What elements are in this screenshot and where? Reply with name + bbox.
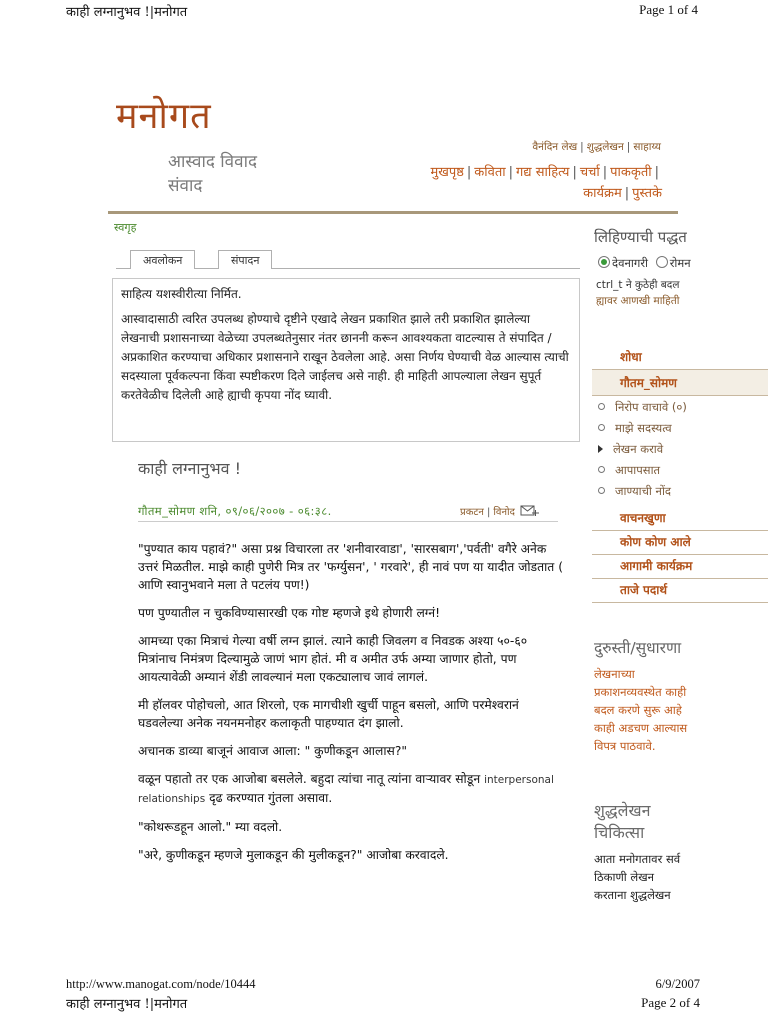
spellcheck-line-2: ठिकाणी लेखन xyxy=(594,870,655,884)
tagline-line-1: आस्वाद विवाद xyxy=(168,152,258,172)
user-item-logout-label: जाण्याची नोंद xyxy=(615,484,672,498)
bullet-icon xyxy=(598,403,605,410)
post-paragraph-3: आमच्या एका मित्राचं गेल्या वर्षी लग्न झालं. त्याने काही जिवलग व निवडक अश्या ५०-६० मित्रांनाच निमंत्रण दिल्यामुळे जाणं भाग होतं. मी व अमीत उर्फ अम्या जाणार होतो, पण आयत्यावेळी अम्यानं शेंडी लावल्यानं मला एकट्यालाच जावं लागलं. xyxy=(138,634,528,684)
post-links: प्रकटन | विनोद xyxy=(460,504,540,520)
script-radio-group xyxy=(598,256,691,271)
nav-books[interactable]: पुस्तके xyxy=(632,186,662,201)
link-spelling[interactable]: शुद्धलेखन xyxy=(586,141,624,153)
link-category-vinod[interactable]: विनोद xyxy=(493,507,515,518)
sidebar xyxy=(592,220,768,920)
post-title: काही लग्नानुभव ! xyxy=(138,459,242,478)
spellcheck-heading-line-1: शुद्धलेखन xyxy=(594,801,651,820)
corrections-line-4: काही अडचण आल्यास xyxy=(594,721,688,735)
radio-selected-icon xyxy=(598,256,610,268)
corrections-text xyxy=(594,665,687,755)
post-meta: गौतम_सोमण शनि, ०९/०६/२००७ - ०६:३८. xyxy=(138,504,332,518)
user-item-private[interactable] xyxy=(598,463,660,478)
user-item-write[interactable] xyxy=(598,442,663,457)
hint-line-2[interactable]: ह्यावर आणखी माहिती xyxy=(596,295,680,307)
post-paragraph-2: पण पुण्यातील न चुकविण्यासारखी एक गोष्ट म्हणजे इथे होणारी लग्नं! xyxy=(138,606,440,620)
post-paragraph-8: "अरे, कुणीकडून म्हणजे मुलाकडून की मुलीकडून?" आजोबा करवादले. xyxy=(138,848,449,862)
spellcheck-heading xyxy=(594,800,650,844)
menu-who-came[interactable]: कोण कोण आले xyxy=(592,529,768,555)
header-divider xyxy=(108,211,678,214)
p6-latin: interpersonal relationships xyxy=(138,774,554,805)
spellcheck-heading-line-2: चिकित्सा xyxy=(594,823,645,842)
spellcheck-line-3: करताना शुद्धलेखन xyxy=(594,888,671,902)
radio-devanagari-label: देवनागरी xyxy=(612,256,649,270)
nav-recipes[interactable]: पाककृती xyxy=(610,165,652,180)
print-icon[interactable] xyxy=(520,504,540,520)
post-paragraph-4: मी हॉलवर पोहोचलो, आत शिरलो, एक मागचीशी खुर्ची पाहून बसलो, आणि परमेश्वरानं घडवलेल्या अनेक नयनमनोहर कलाकृती पाहण्यात दंग झालो. xyxy=(138,698,519,730)
site-logo[interactable]: मनोगत xyxy=(116,96,212,137)
post-paragraph-1: "पुण्यात काय पहावं?" असा प्रश्न विचारला तर 'शनीवारवाडा', 'सारसबाग','पर्वती' वगैरे अनेक उत्तरं मिळतील. माझे काही पुणेरी मित्र तर 'फर्ग्युसन', ' गरवारे', ही नावं पण या यादीत जोडतात ( आणि स्वानुभवाने मला ते पटलंय पण!) xyxy=(138,542,563,592)
footer-date: 6/9/2007 xyxy=(655,977,700,991)
print-page-number: Page 1 of 4 xyxy=(639,2,698,17)
user-item-private-label: आपापसात xyxy=(615,463,661,477)
bullet-icon xyxy=(598,466,605,473)
writing-method-heading: लिहिण्याची पद्धत xyxy=(594,228,687,246)
bullet-icon xyxy=(598,487,605,494)
meta-divider xyxy=(138,521,558,522)
menu-bookmarks[interactable]: वाचनखुणा xyxy=(592,505,768,531)
notice-line-2: आस्वादासाठी त्वरित उपलब्ध होण्याचे दृष्टीने एखादे लेखन प्रकाशित झाले तरी प्रकाशित झालेल्या लेखनाची प्रशासनाच्या वेळेच्या उपलब्धतेनुसार नंतर छाननी करून आवश्यकता वाटल्यास ते संपादित / अप्रकाशित करण्याचा अधिकार प्रशासनाने राखून ठेवलेला आहे. असा निर्णय घेण्याची वेळ आल्यास त्याची सदस्याला पूर्वकल्पना किंवा स्पष्टीकरण दिले जाईलच असे नाही. ही माहिती आपल्याला लेखन सुपूर्त करतेवेळीच दिलेली आहे ह्याची कृपया नोंद घ्यावी. xyxy=(121,312,569,402)
p6-text-2: दृढ करण्यात गुंतला असावा. xyxy=(209,791,333,805)
user-item-messages-label: निरोप वाचावे (०) xyxy=(615,400,687,414)
post-paragraph-7: "कोथरूडहून आलो." म्या वदलो. xyxy=(138,820,283,834)
corrections-heading: दुरुस्ती/सुधारणा xyxy=(594,639,682,657)
nav-prose[interactable]: गद्य साहित्य xyxy=(516,165,570,180)
post-paragraph-6 xyxy=(138,770,563,808)
status-notice xyxy=(112,278,580,442)
footer-url: http://www.manogat.com/node/10444 xyxy=(66,977,256,991)
user-item-write-label: लेखन करावे xyxy=(613,442,664,456)
radio-devanagari[interactable] xyxy=(598,256,648,270)
corrections-line-5: विपत्र पाठवावे. xyxy=(594,739,656,753)
user-item-membership-label: माझे सदस्यत्व xyxy=(615,421,672,435)
print-header-title: काही लग्नानुभव !|मनोगत xyxy=(66,5,188,20)
user-item-messages[interactable] xyxy=(598,400,687,415)
expand-arrow-icon xyxy=(598,445,603,453)
top-links-small: वैनंदिन लेख | शुद्धलेखन | साहाय्य xyxy=(532,141,661,153)
tagline-line-2: संवाद xyxy=(168,176,203,196)
user-item-logout[interactable] xyxy=(598,484,671,499)
spellcheck-line-1: आता मनोगतावर सर्व xyxy=(594,852,681,866)
nav-discussion[interactable]: चर्चा xyxy=(579,165,600,180)
nav-home[interactable]: मुखपृष्ठ xyxy=(430,165,464,180)
search-link[interactable]: शोधा xyxy=(592,344,768,370)
bullet-icon xyxy=(598,424,605,431)
top-links-main: मुखपृष्ठ | कविता | गद्य साहित्य | चर्चा | पाककृती | कार्यक्रम | पुस्तके xyxy=(430,165,662,201)
p6-text-1: वळून पहातो तर एक आजोबा बसलेले. बहुदा त्यांचा नातू त्यांना वाऱ्यावर सोडून xyxy=(138,772,481,786)
link-daily-articles[interactable]: वैनंदिन लेख xyxy=(532,141,578,153)
corrections-line-2: प्रकाशनव्यवस्थेत काही xyxy=(594,685,687,699)
footer-page-number: Page 2 of 4 xyxy=(641,995,700,1010)
nav-events[interactable]: कार्यक्रम xyxy=(583,186,622,201)
hint-line-1: ctrl_t ने कुठेही बदल xyxy=(596,279,680,291)
site-tagline xyxy=(168,150,257,198)
spellcheck-text xyxy=(594,850,680,904)
user-name[interactable]: गौतम_सोमण xyxy=(592,370,768,396)
corrections-line-1: लेखनाच्या xyxy=(594,667,635,681)
radio-roman[interactable] xyxy=(656,256,691,270)
nav-poems[interactable]: कविता xyxy=(474,165,506,180)
menu-latest[interactable]: ताजे पदार्थ xyxy=(592,577,768,603)
post-body xyxy=(138,540,563,874)
post-paragraph-5: अचानक डाव्या बाजूनं आवाज आला: " कुणीकडून आलास?" xyxy=(138,744,408,758)
link-help[interactable]: साहाय्य xyxy=(633,141,661,153)
footer-title: काही लग्नानुभव !|मनोगत xyxy=(66,997,188,1012)
notice-line-1: साहित्य यशस्वीरीत्या निर्मित. xyxy=(121,287,242,301)
tab-edit[interactable]: संपादन xyxy=(218,250,272,269)
tab-view[interactable]: अवलोकन xyxy=(130,250,195,269)
radio-unselected-icon xyxy=(656,256,668,268)
user-item-membership[interactable] xyxy=(598,421,672,436)
corrections-line-3: बदल करणे सुरू आहे xyxy=(594,703,682,717)
link-category-prakatan[interactable]: प्रकटन xyxy=(460,507,484,518)
menu-upcoming-events[interactable]: आगामी कार्यक्रम xyxy=(592,553,768,579)
radio-roman-label: रोमन xyxy=(669,256,691,270)
breadcrumb[interactable]: स्वगृह xyxy=(114,221,137,234)
